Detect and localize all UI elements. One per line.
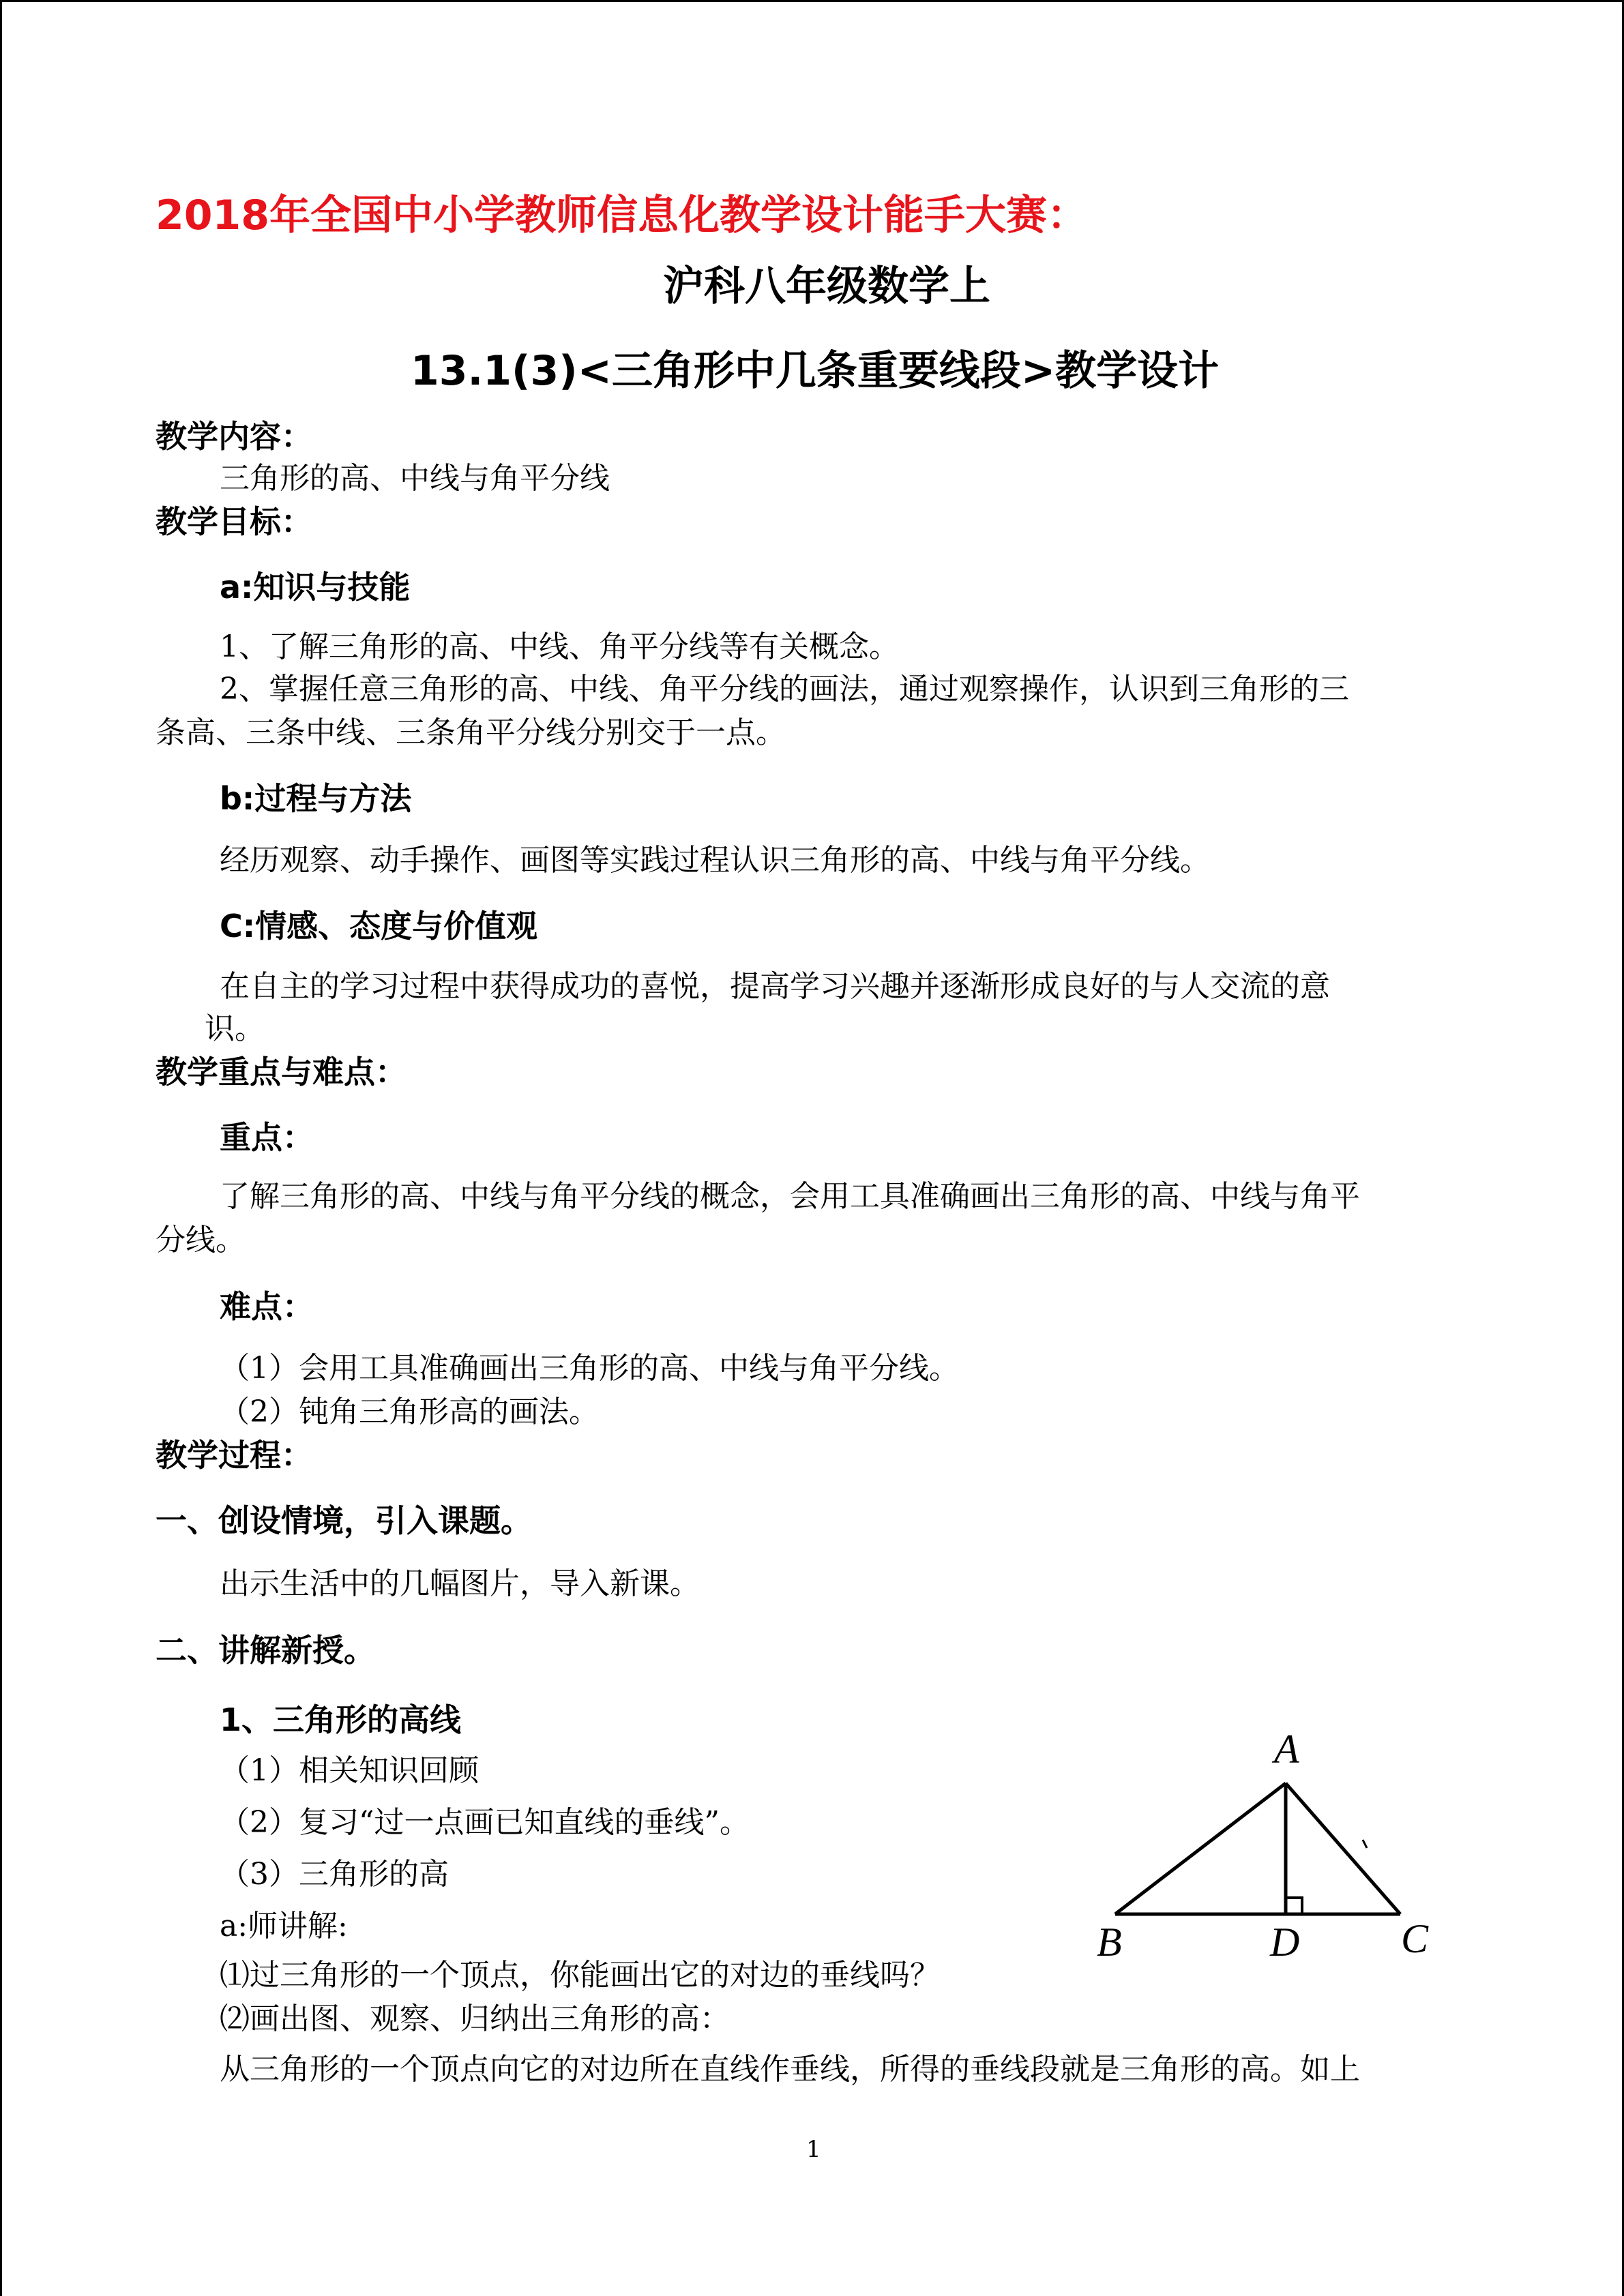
subsection-1-item-2: （2）复习“过一点画已知直线的垂线”。 (220, 1805, 750, 1840)
section-1-title: 一、创设情境，引入课题。 (156, 1502, 532, 1539)
goal-b-title: b:过程与方法 (220, 780, 412, 817)
page-border-left (0, 0, 2, 2296)
heading-goals: 教学目标： (156, 503, 312, 540)
label-b: B (1097, 1920, 1122, 1965)
goal-a-item-2-line2: 条高、三条中线、三条角平分线分别交于一点。 (156, 715, 786, 750)
page-border-top (0, 0, 1624, 2)
goal-a-item-2-line1: 2、掌握任意三角形的高、中线、角平分线的画法，通过观察操作，认识到三角形的三 (220, 672, 1349, 706)
difficulty-item-2: （2）钝角三角形高的画法。 (220, 1395, 599, 1429)
label-c: C (1401, 1916, 1429, 1961)
subsection-1-item-1: （1）相关知识回顾 (220, 1753, 479, 1788)
heading-process: 教学过程： (156, 1437, 312, 1474)
label-d: D (1270, 1920, 1300, 1965)
subsection-1-question-2: ⑵画出图、观察、归纳出三角形的高： (220, 2001, 730, 2036)
goal-c-title: C:情感、态度与价值观 (220, 908, 538, 944)
subsection-1-definition: 从三角形的一个顶点向它的对边所在直线作垂线，所得的垂线段就是三角形的高。如上 (220, 2052, 1360, 2087)
key-title: 重点： (220, 1119, 314, 1156)
tick-mark (1363, 1840, 1367, 1848)
section-2-title: 二、讲解新授。 (156, 1632, 375, 1669)
subsection-1-teacher-label: a:师讲解: (220, 1909, 348, 1943)
key-line2: 分线。 (156, 1223, 246, 1257)
side-ac (1286, 1783, 1400, 1914)
goal-a-title: a:知识与技能 (220, 569, 411, 606)
label-a: A (1274, 1727, 1299, 1772)
goal-c-line2: 识。 (205, 1011, 265, 1046)
page-number: 1 (806, 2136, 821, 2163)
title-course: 沪科八年级数学上 (663, 263, 990, 310)
heading-content: 教学内容： (156, 418, 312, 455)
side-ab (1115, 1783, 1286, 1914)
difficulty-item-1: （1）会用工具准确画出三角形的高、中线与角平分线。 (220, 1351, 959, 1386)
title-lesson: 13.1(3)<三角形中几条重要线段>教学设计 (411, 347, 1220, 395)
subsection-1-question-1: ⑴过三角形的一个顶点，你能画出它的对边的垂线吗？ (220, 1958, 940, 1993)
key-line1: 了解三角形的高、中线与角平分线的概念，会用工具准确画出三角形的高、中线与角平 (220, 1179, 1360, 1214)
subsection-1-item-3: （3）三角形的高 (220, 1857, 449, 1892)
goal-c-line1: 在自主的学习过程中获得成功的喜悦，提高学习兴趣并逐渐形成良好的与人交流的意 (220, 969, 1330, 1004)
heading-key-difficulty: 教学重点与难点： (156, 1054, 407, 1090)
goal-b-text: 经历观察、动手操作、画图等实践过程认识三角形的高、中线与角平分线。 (220, 843, 1210, 878)
difficulty-title: 难点： (220, 1288, 314, 1325)
title-contest: 2018年全国中小学教师信息化教学设计能手大赛： (156, 192, 1088, 239)
content-text: 三角形的高、中线与角平分线 (220, 461, 610, 496)
section-1-text: 出示生活中的几幅图片，导入新课。 (220, 1566, 700, 1601)
right-angle-mark (1286, 1898, 1302, 1914)
subsection-1-title: 1、三角形的高线 (220, 1701, 462, 1738)
triangle-height-figure (1078, 1718, 1460, 1984)
goal-a-item-1: 1、了解三角形的高、中线、角平分线等有关概念。 (220, 629, 899, 664)
